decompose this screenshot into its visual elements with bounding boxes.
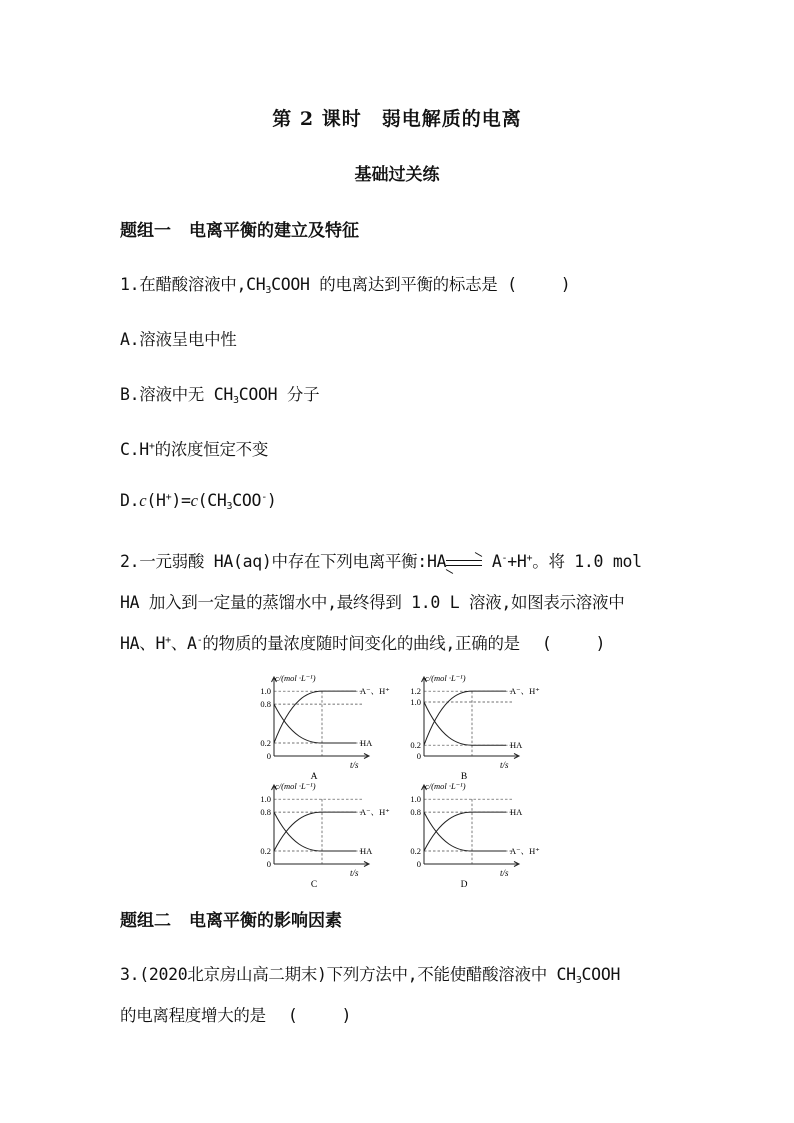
- q2-line-1: 2.一元弱酸 HA(aq)中存在下列电离平衡:HA A-+H+。将 1.0 mol: [120, 548, 642, 572]
- chart-C-ytick-3: 0: [266, 859, 271, 869]
- chart-A-series-0-curve: [274, 691, 356, 743]
- chart-A-ytick-1: 0.8: [260, 699, 271, 710]
- q2-charts-svg: [250, 673, 550, 890]
- chart-A-ytick-3: 0: [266, 751, 271, 761]
- equilibrium-arrow-icon: [446, 557, 482, 569]
- chart-B-series-0-curve: [424, 691, 506, 745]
- chart-B-xlabel: t/s: [500, 760, 509, 770]
- section-title: 电离平衡的建立及特征: [189, 221, 359, 241]
- chart-C-series-1-curve: [274, 812, 356, 851]
- section-title: 电离平衡的影响因素: [189, 911, 342, 931]
- chart-D-ylabel: c/(mol ·L⁻¹): [425, 781, 466, 791]
- chart-B-ytick-2: 0.2: [410, 740, 421, 751]
- chart-D-series-1-curve: [424, 812, 506, 851]
- chart-B-series-0-label: A⁻、H⁺: [510, 686, 540, 697]
- chart-C-ytick-0: 1.0: [260, 794, 271, 805]
- q1-option-d: $D.c(H^+)=c(CH_3COO^-)$: [120, 491, 277, 512]
- q2-figure: [250, 673, 550, 890]
- page-title: [0, 104, 794, 131]
- q2-line-3: HA、H+、A-的物质的量浓度随时间变化的曲线,正确的是 ( ): [120, 634, 606, 653]
- chart-C-ytick-1: 0.8: [260, 807, 271, 818]
- chart-C-xlabel: t/s: [350, 868, 359, 878]
- q2-line-2: HA 加入到一定量的蒸馏水中,最终得到 1.0 L 溶液,如图表示溶液中: [120, 593, 625, 612]
- q1-stem: 1.在醋酸溶液中$,CH_3COOH$ 的电离达到平衡的标志是 ( ): [120, 275, 571, 296]
- chart-B-ytick-0: 1.2: [410, 686, 421, 697]
- q3-line-2: 的电离程度增大的是 ( ): [120, 1006, 352, 1025]
- chart-A-panel-label: A: [310, 772, 318, 782]
- chart-D-panel-label: D: [460, 880, 468, 890]
- chart-D-ytick-0: 1.0: [410, 794, 421, 805]
- chart-B-series-1-label: HA: [510, 740, 523, 751]
- chart-C-ytick-2: 0.2: [260, 846, 271, 857]
- section-label: 题组二: [120, 911, 171, 931]
- chart-D-ytick-3: 0: [416, 859, 421, 869]
- chart-C-series-1-label: HA: [360, 846, 373, 857]
- section-label: 题组一: [120, 221, 171, 241]
- chart-A-ylabel: c/(mol ·L⁻¹): [275, 673, 316, 683]
- chart-D-ytick-2: 0.2: [410, 846, 421, 857]
- chart-A-ytick-0: 1.0: [260, 686, 271, 697]
- chart-A-series-1-curve: [274, 704, 356, 743]
- chart-D-ytick-1: 0.8: [410, 807, 421, 818]
- chart-A-series-0-label: A⁻、H⁺: [360, 686, 390, 697]
- chart-B-ytick-3: 0: [416, 751, 421, 761]
- q1-option-b: B.溶液中无 $CH_3COOH$ 分子: [120, 385, 320, 406]
- q1-option-a: A.溶液呈电中性: [120, 330, 237, 349]
- chart-A-ytick-2: 0.2: [260, 738, 271, 749]
- chart-D-series-0-label: HA: [510, 807, 523, 818]
- chart-D-series-1-label: A⁻、H⁺: [510, 846, 540, 857]
- lesson-number: 第 2 课时: [272, 108, 362, 130]
- chart-A-xlabel: t/s: [350, 760, 359, 770]
- chart-B-ytick-1: 1.0: [410, 696, 421, 707]
- section-2-heading: [120, 906, 342, 931]
- chart-B-panel-label: B: [460, 772, 468, 782]
- section-1-heading: [120, 216, 359, 241]
- chart-B-ylabel: c/(mol ·L⁻¹): [425, 673, 466, 683]
- chart-D-xlabel: t/s: [500, 868, 509, 878]
- chart-C-series-0-label: A⁻、H⁺: [360, 807, 390, 818]
- chart-B-series-1-curve: [424, 702, 506, 745]
- chart-A-series-1-label: HA: [360, 738, 373, 749]
- page-subtitle: 基础过关练: [354, 165, 440, 185]
- lesson-topic: 弱电解质的电离: [381, 108, 522, 130]
- q3-line-1: 3.(2020北京房山高二期末)下列方法中,不能使醋酸溶液中 $CH_3COOH$: [120, 965, 621, 986]
- q1-option-c: C.H+的浓度恒定不变: [120, 440, 269, 459]
- chart-C-ylabel: c/(mol ·L⁻¹): [275, 781, 316, 791]
- chart-C-panel-label: C: [310, 880, 318, 890]
